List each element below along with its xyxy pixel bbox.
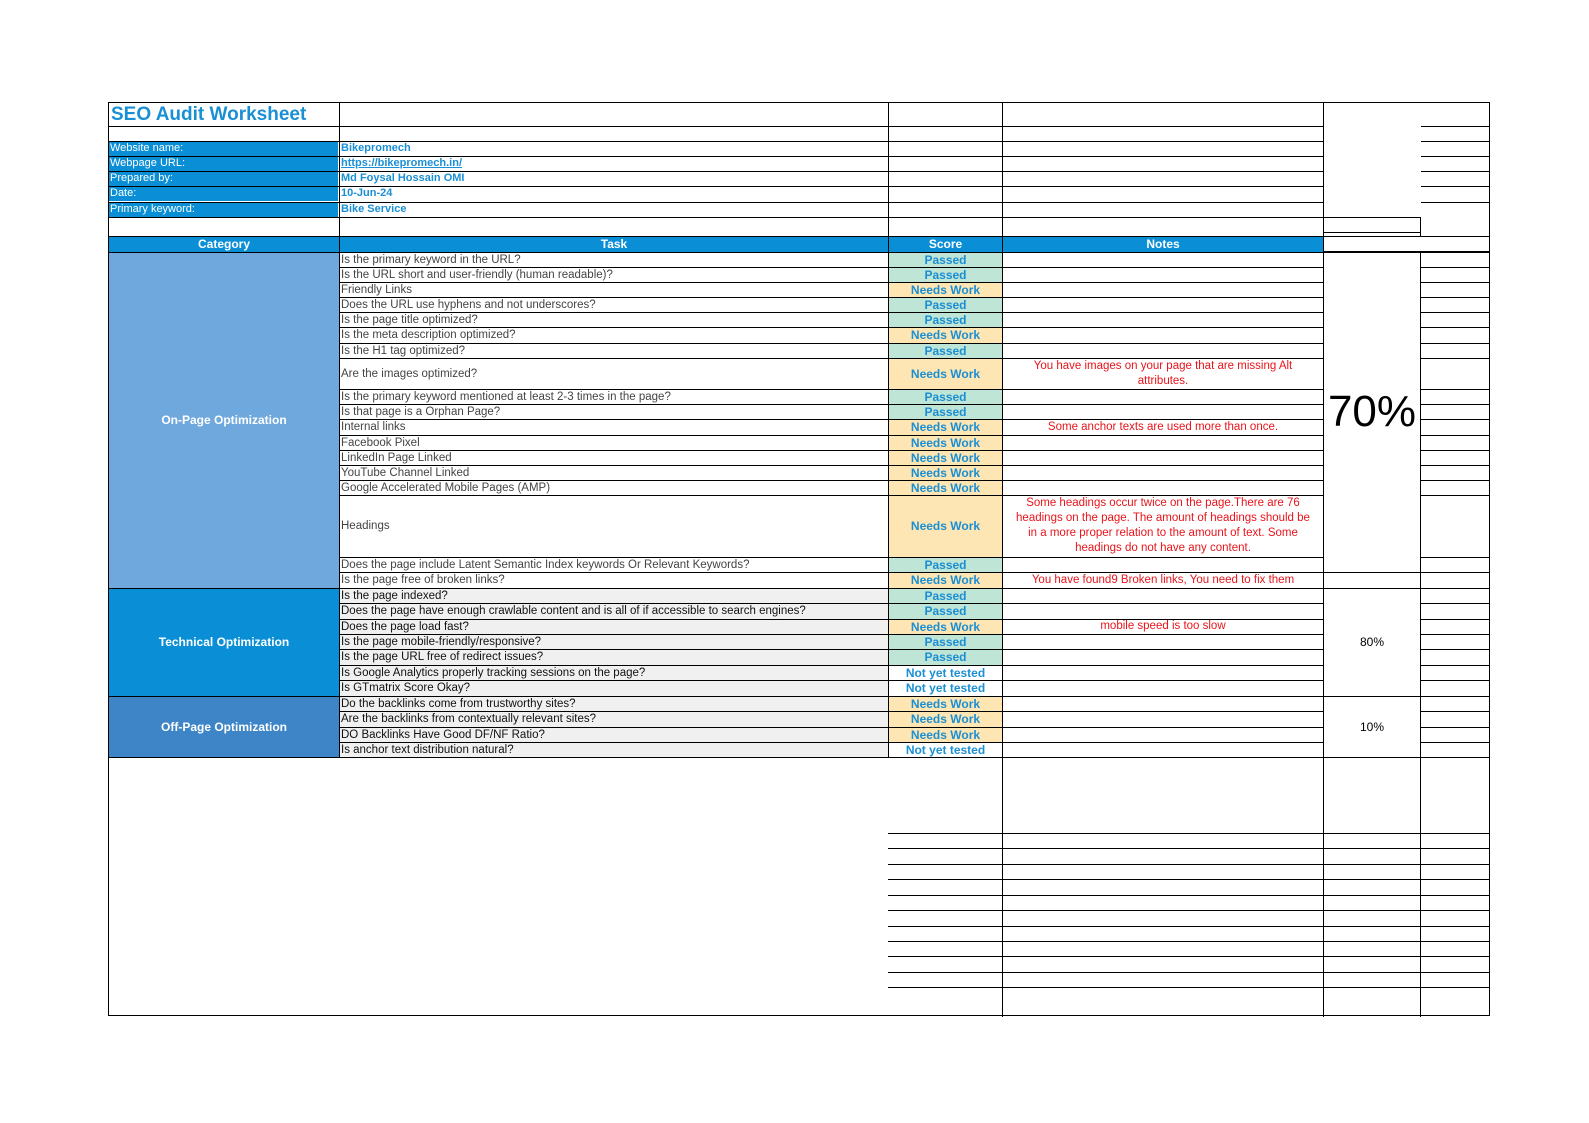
- grid-line: [109, 141, 1323, 142]
- score-badge: Passed: [889, 588, 1002, 603]
- score-badge: Needs Work: [889, 435, 1002, 450]
- grid-line: [340, 327, 1323, 328]
- score-badge: Passed: [889, 603, 1002, 619]
- grid-line: [888, 972, 1489, 973]
- info-value: Md Foysal Hossain OMI: [341, 172, 465, 184]
- grid-line: [888, 987, 1489, 988]
- score-badge: Passed: [889, 297, 1002, 312]
- task-cell: Is the page free of broken links?: [341, 574, 505, 586]
- grid-line: [888, 956, 1489, 957]
- task-cell: Is the primary keyword in the URL?: [341, 253, 521, 266]
- score-badge: Needs Work: [889, 495, 1002, 557]
- grid-line: [1324, 696, 1420, 697]
- grid-line: [1421, 252, 1489, 253]
- grid-line: [1420, 757, 1421, 1017]
- grid-line: [340, 680, 1323, 681]
- score-badge: Needs Work: [889, 619, 1002, 634]
- info-value: 10-Jun-24: [341, 187, 393, 199]
- grid-line: [340, 557, 1323, 558]
- grid-line: [888, 833, 1489, 834]
- section-percent: 70%: [1327, 387, 1417, 436]
- task-cell: Is that page is a Orphan Page?: [341, 405, 501, 418]
- task-cell: Is the meta description optimized?: [341, 329, 516, 341]
- grid-line: [109, 588, 339, 589]
- grid-line: [340, 649, 1323, 650]
- grid-line: [1421, 634, 1489, 635]
- grid-line: [340, 634, 1323, 635]
- grid-line: [340, 252, 1323, 253]
- grid-line: [1421, 419, 1489, 420]
- grid-line: [1421, 186, 1489, 187]
- grid-line: [340, 495, 1323, 496]
- grid-line: [1421, 156, 1489, 157]
- category-technical: Technical Optimization: [109, 588, 339, 696]
- grid-line: [1421, 680, 1489, 681]
- grid-line: [1323, 757, 1324, 1017]
- score-badge: Passed: [889, 343, 1002, 358]
- grid-line: [1421, 389, 1489, 390]
- score-badge: Needs Work: [889, 480, 1002, 495]
- grid-line: [340, 419, 1323, 420]
- grid-line: [340, 267, 1323, 268]
- grid-line: [340, 404, 1323, 405]
- grid-line: [1421, 450, 1489, 451]
- header-category: Category: [109, 236, 339, 252]
- info-label: Webpage URL:: [109, 156, 338, 171]
- sheet-title: SEO Audit Worksheet: [111, 104, 307, 125]
- grid-line: [109, 171, 1323, 172]
- grid-line: [340, 665, 1323, 666]
- score-badge: Needs Work: [889, 327, 1002, 343]
- grid-line: [1421, 202, 1489, 203]
- score-badge: Not yet tested: [889, 680, 1002, 696]
- worksheet: [108, 102, 1490, 1016]
- grid-line: [340, 742, 1323, 743]
- task-cell: Is the page indexed?: [340, 588, 888, 603]
- grid-line: [1421, 435, 1489, 436]
- score-badge: Not yet tested: [889, 665, 1002, 680]
- grid-line: [1002, 757, 1003, 1017]
- grid-line: [340, 450, 1323, 451]
- task-cell: Is the primary keyword mentioned at least 2-3 times in the page?: [341, 390, 671, 403]
- score-badge: Needs Work: [889, 419, 1002, 435]
- grid-line: [340, 297, 1323, 298]
- grid-line: [1421, 572, 1489, 573]
- category-off-page: Off-Page Optimization: [109, 696, 339, 757]
- task-cell: Is the URL short and user-friendly (human readable)?: [341, 268, 613, 281]
- grid-line: [1421, 465, 1489, 466]
- grid-line: [888, 941, 1489, 942]
- task-cell: Is GTmatrix Score Okay?: [340, 680, 888, 696]
- grid-line: [340, 727, 1323, 728]
- grid-line: [888, 848, 1489, 849]
- info-label: Date:: [109, 186, 338, 201]
- task-cell: Is the page URL free of redirect issues?: [340, 649, 888, 665]
- info-url-link[interactable]: https://bikepromech.in/: [341, 157, 463, 169]
- info-value: Bikepromech: [341, 142, 411, 154]
- grid-line: [1421, 480, 1489, 481]
- score-badge: Needs Work: [889, 450, 1002, 465]
- task-cell: Are the backlinks from contextually relevant sites?: [340, 711, 888, 727]
- task-cell: Does the page load fast?: [340, 619, 888, 634]
- task-cell: LinkedIn Page Linked: [341, 451, 452, 464]
- grid-line: [1421, 312, 1489, 313]
- score-badge: Passed: [889, 649, 1002, 665]
- score-badge: Needs Work: [889, 696, 1002, 711]
- task-cell: Facebook Pixel: [341, 436, 420, 449]
- grid-line: [1420, 217, 1421, 236]
- grid-line: [1421, 619, 1489, 620]
- score-badge: Passed: [889, 634, 1002, 649]
- grid-line: [1002, 103, 1003, 757]
- grid-line: [109, 126, 1323, 127]
- task-cell: Headings: [341, 520, 390, 532]
- grid-line: [1324, 217, 1420, 218]
- grid-line: [1421, 696, 1489, 697]
- grid-line: [1421, 649, 1489, 650]
- grid-line: [1421, 327, 1489, 328]
- grid-line: [1420, 251, 1421, 757]
- grid-line: [1324, 572, 1420, 573]
- grid-line: [109, 217, 1323, 218]
- note-cell: mobile speed is too slow: [1100, 620, 1226, 632]
- task-cell: Is the page mobile-friendly/responsive?: [340, 634, 888, 649]
- score-badge: Needs Work: [889, 358, 1002, 389]
- task-cell: Is the H1 tag optimized?: [341, 344, 466, 357]
- score-badge: Passed: [889, 252, 1002, 267]
- grid-line: [1421, 742, 1489, 743]
- score-badge: Passed: [889, 389, 1002, 404]
- grid-line: [1421, 358, 1489, 359]
- task-cell: Do the backlinks come from trustworthy sites?: [340, 696, 888, 711]
- grid-line: [888, 879, 1489, 880]
- grid-line: [1421, 495, 1489, 496]
- score-badge: Needs Work: [889, 282, 1002, 297]
- task-cell: Google Accelerated Mobile Pages (AMP): [341, 481, 551, 494]
- score-badge: Needs Work: [889, 572, 1002, 588]
- grid-line: [340, 619, 1323, 620]
- grid-line: [888, 895, 1489, 896]
- score-badge: Passed: [889, 557, 1002, 572]
- grid-line: [340, 480, 1323, 481]
- grid-line: [340, 282, 1323, 283]
- info-value: Bike Service: [341, 203, 407, 215]
- grid-line: [1324, 236, 1489, 237]
- grid-line: [340, 358, 1323, 359]
- grid-line: [340, 696, 1323, 697]
- grid-line: [1421, 343, 1489, 344]
- task-cell: YouTube Channel Linked: [341, 466, 470, 479]
- grid-line: [340, 711, 1323, 712]
- task-cell: DO Backlinks Have Good DF/NF Ratio?: [340, 727, 888, 742]
- grid-line: [888, 864, 1489, 865]
- grid-line: [340, 572, 1323, 573]
- grid-line: [109, 236, 1323, 237]
- grid-line: [109, 202, 1323, 203]
- grid-line: [339, 103, 340, 757]
- category-on-page: On-Page Optimization: [109, 252, 339, 588]
- header-score: Score: [889, 236, 1002, 252]
- task-cell: Does the page include Latent Semantic Index keywords Or Relevant Keywords?: [341, 558, 750, 571]
- grid-line: [888, 910, 1489, 911]
- grid-line: [1324, 252, 1420, 253]
- task-cell: Does the page have enough crawlable content and is all of if accessible to search engines?: [340, 603, 888, 619]
- info-label: Website name:: [109, 141, 338, 156]
- note-cell: Some anchor texts are used more than once.: [1047, 420, 1279, 433]
- score-badge: Passed: [889, 267, 1002, 282]
- task-cell: Is Google Analytics properly tracking sessions on the page?: [340, 665, 888, 680]
- grid-line: [1323, 103, 1324, 757]
- grid-line: [1421, 727, 1489, 728]
- grid-line: [1421, 665, 1489, 666]
- grid-line: [1421, 404, 1489, 405]
- info-label: Primary keyword:: [109, 202, 338, 217]
- score-badge: Needs Work: [889, 711, 1002, 727]
- task-cell: Are the images optimized?: [341, 367, 478, 380]
- grid-line: [340, 465, 1323, 466]
- section-percent: 10%: [1359, 719, 1385, 734]
- grid-line: [1421, 603, 1489, 604]
- note-cell: Some headings occur twice on the page.There are 76 headings on the page. The amount of headings should be in a more proper relation to the amount of text. Some headings do not have any content.: [1016, 497, 1310, 554]
- grid-line: [1421, 557, 1489, 558]
- grid-line: [1421, 267, 1489, 268]
- task-cell: Is the page title optimized?: [341, 313, 478, 326]
- score-badge: Needs Work: [889, 465, 1002, 480]
- grid-line: [340, 588, 1323, 589]
- grid-line: [1421, 588, 1489, 589]
- section-percent: 80%: [1359, 635, 1385, 649]
- header-notes: Notes: [1003, 236, 1323, 252]
- grid-line: [1421, 171, 1489, 172]
- grid-line: [1324, 232, 1420, 233]
- grid-line: [109, 757, 1489, 758]
- grid-line: [109, 696, 339, 697]
- grid-line: [1421, 141, 1489, 142]
- grid-line: [888, 926, 1489, 927]
- grid-line: [1421, 711, 1489, 712]
- task-cell: Does the URL use hyphens and not underscores?: [341, 298, 596, 311]
- grid-line: [109, 186, 1323, 187]
- score-badge: Passed: [889, 404, 1002, 419]
- grid-line: [340, 435, 1323, 436]
- info-label: Prepared by:: [109, 171, 338, 186]
- grid-line: [340, 312, 1323, 313]
- header-task: Task: [340, 236, 888, 252]
- note-cell: You have images on your page that are missing Alt attributes.: [1033, 359, 1293, 387]
- score-badge: Not yet tested: [889, 742, 1002, 757]
- task-cell: Internal links: [341, 421, 406, 433]
- grid-line: [340, 343, 1323, 344]
- grid-line: [1421, 282, 1489, 283]
- task-cell: Friendly Links: [341, 283, 412, 296]
- grid-line: [1421, 297, 1489, 298]
- grid-line: [109, 156, 1323, 157]
- score-badge: Needs Work: [889, 727, 1002, 742]
- grid-line: [1421, 126, 1489, 127]
- task-cell: Is anchor text distribution natural?: [340, 742, 888, 757]
- grid-line: [340, 603, 1323, 604]
- grid-line: [1324, 588, 1420, 589]
- note-cell: You have found9 Broken links, You need to fix them: [1031, 573, 1295, 586]
- grid-line: [340, 389, 1323, 390]
- score-badge: Passed: [889, 312, 1002, 327]
- grid-line: [888, 103, 889, 757]
